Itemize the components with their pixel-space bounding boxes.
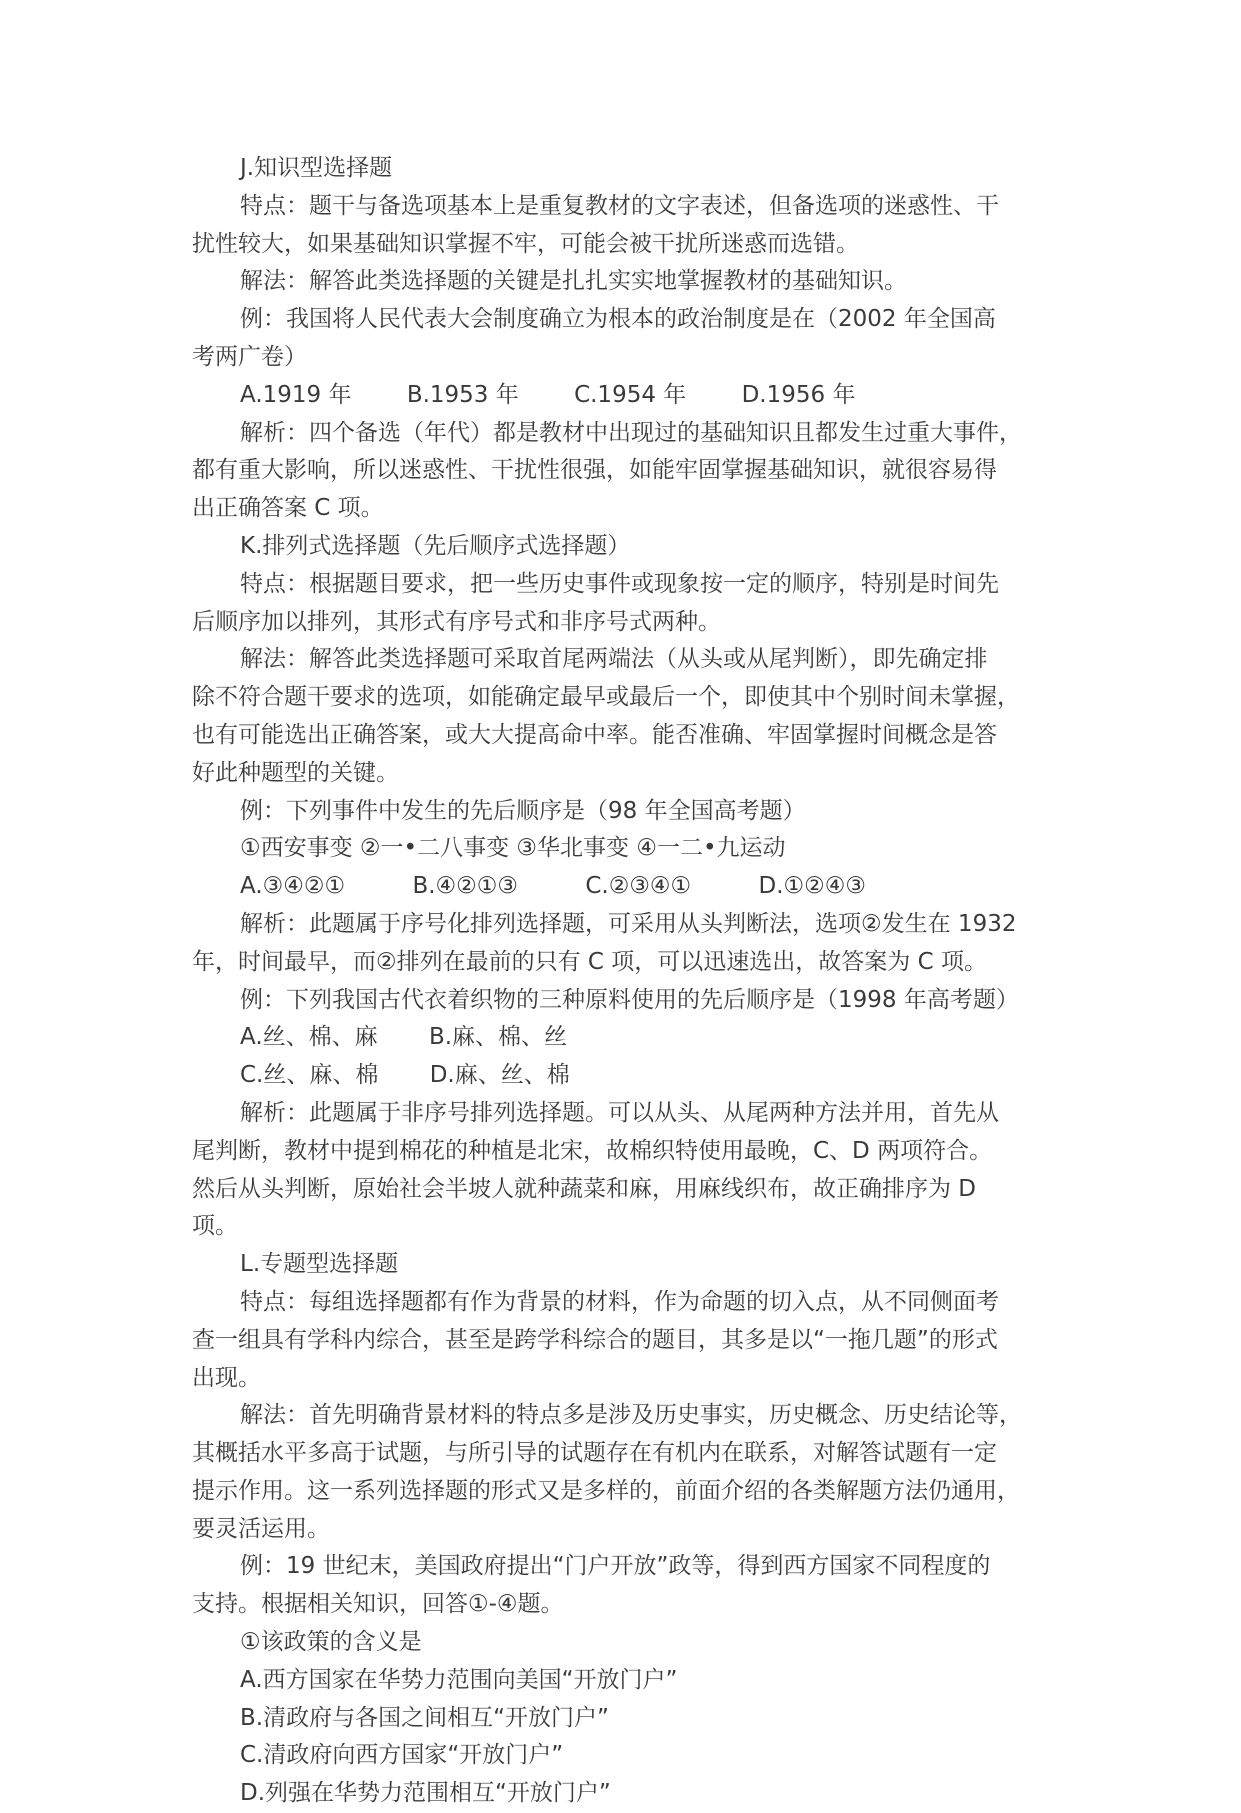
paragraph-line: 例：19 世纪末，美国政府提出“门户开放”政等，得到西方国家不同程度的 — [240, 1553, 991, 1580]
paragraph-line: 扰性较大，如果基础知识掌握不牢，可能会被干扰所迷惑而选错。 — [192, 230, 859, 257]
option-d: D.麻、丝、棉 — [429, 1062, 570, 1089]
section-k-heading: K.排列式选择题（先后顺序式选择题） — [240, 532, 631, 559]
option-c: C.②③④① — [585, 873, 692, 900]
paragraph-line: 后顺序加以排列，其形式有序号式和非序号式两种。 — [192, 608, 721, 635]
option-a: A.丝、棉、麻 — [240, 1024, 378, 1051]
paragraph-line: 尾判断，教材中提到棉花的种植是北宋，故棉织特使用最晚，C、D 两项符合。 — [192, 1137, 993, 1164]
option-d: D.1956 年 — [741, 381, 856, 408]
paragraph-line: 都有重大影响，所以迷惑性、干扰性很强，如能牢固掌握基础知识，就很容易得 — [192, 457, 997, 484]
option-a: A.西方国家在华势力范围向美国“开放门户” — [240, 1666, 678, 1693]
paragraph-line: 例：下列我国古代衣着织物的三种原料使用的先后顺序是（1998 年高考题） — [240, 986, 1019, 1013]
paragraph-line: 也有可能选出正确答案，或大大提高命中率。能否准确、牢固掌握时间概念是答 — [192, 721, 997, 748]
section-j-heading: J.知识型选择题 — [240, 155, 393, 181]
paragraph-line: 出正确答案 C 项。 — [192, 495, 384, 522]
paragraph-line: 例：下列事件中发生的先后顺序是（98 年全国高考题） — [240, 797, 806, 824]
option-b: B.麻、棉、丝 — [428, 1024, 568, 1051]
paragraph-line: 特点：题干与备选项基本上是重复教材的文字表述，但备选项的迷惑性、干 — [240, 192, 999, 219]
paragraph-line: 年，时间最早，而②排列在最前的只有 C 项，可以迅速选出，故答案为 C 项。 — [192, 948, 987, 975]
option-c: C.丝、麻、棉 — [240, 1062, 379, 1089]
paragraph-line: 特点：每组选择题都有作为背景的材料，作为命题的切入点，从不同侧面考 — [240, 1288, 999, 1315]
option-d: D.列强在华势力范围相互“开放门户” — [240, 1780, 611, 1807]
answer-options — [192, 377, 1051, 415]
option-c: C.1954 年 — [574, 381, 687, 408]
paragraph-line: 出现。 — [192, 1364, 261, 1391]
option-c: C.清政府向西方国家“开放门户” — [240, 1742, 564, 1769]
paragraph-line: 例：我国将人民代表大会制度确立为根本的政治制度是在（2002 年全国高 — [240, 306, 996, 333]
section-l-heading: L.专题型选择题 — [240, 1251, 399, 1278]
paragraph-line: 解法：首先明确背景材料的特点多是涉及历史事实，历史概念、历史结论等， — [240, 1402, 1022, 1429]
paragraph-line: 好此种题型的关键。 — [192, 759, 399, 786]
option-a: A.1919 年 — [240, 381, 352, 408]
paragraph-line: 要灵活运用。 — [192, 1515, 330, 1542]
paragraph-line: 解析：此题属于序号化排列选择题，可采用从头判断法，选项②发生在 1932 — [240, 910, 1017, 937]
option-d: D.①②④③ — [758, 873, 866, 900]
paragraph-line: 解析：此题属于非序号排列选择题。可以从头、从尾两种方法并用，首先从 — [240, 1099, 999, 1126]
paragraph-line: 除不符合题干要求的选项，如能确定最早或最后一个，即使其中个别时间未掌握， — [192, 684, 1020, 711]
answer-options — [192, 1057, 1051, 1095]
paragraph-line: 解法：解答此类选择题可采取首尾两端法（从头或从尾判断），即先确定排 — [240, 646, 988, 673]
option-a: A.③④②① — [240, 873, 346, 900]
paragraph-line: 查一组具有学科内综合，甚至是跨学科综合的题目，其多是以“一拖几题”的形式 — [192, 1326, 998, 1353]
paragraph-line: 解法：解答此类选择题的关键是扎扎实实地掌握教材的基础知识。 — [240, 268, 907, 295]
answer-options — [192, 1019, 1051, 1057]
paragraph-line: 解析：四个备选（年代）都是教材中出现过的基础知识且都发生过重大事件， — [240, 419, 1022, 446]
event-list: ①西安事变 ②一•二八事变 ③华北事变 ④一二•九运动 — [240, 835, 786, 862]
paragraph-line: 支持。根据相关知识，回答①-④题。 — [192, 1591, 564, 1618]
paragraph-line: 提示作用。这一系列选择题的形式又是多样的，前面介绍的各类解题方法仍通用， — [192, 1477, 1020, 1504]
paragraph-line: 考两广卷） — [192, 343, 307, 370]
paragraph-line: 特点：根据题目要求，把一些历史事件或现象按一定的顺序，特别是时间先 — [240, 570, 999, 597]
paragraph-line: 项。 — [192, 1213, 238, 1240]
paragraph-line: 其概括水平多高于试题，与所引导的试题存在有机内在联系，对解答试题有一定 — [192, 1440, 997, 1467]
option-b: B.清政府与各国之间相互“开放门户” — [240, 1704, 609, 1731]
option-b: B.1953 年 — [406, 381, 519, 408]
option-b: B.④②①③ — [412, 873, 519, 900]
answer-options — [192, 868, 1051, 906]
paragraph-line: 然后从头判断，原始社会半坡人就种蔬菜和麻，用麻线织布，故正确排序为 D — [192, 1175, 977, 1202]
question-stem: ①该政策的含义是 — [240, 1629, 422, 1656]
